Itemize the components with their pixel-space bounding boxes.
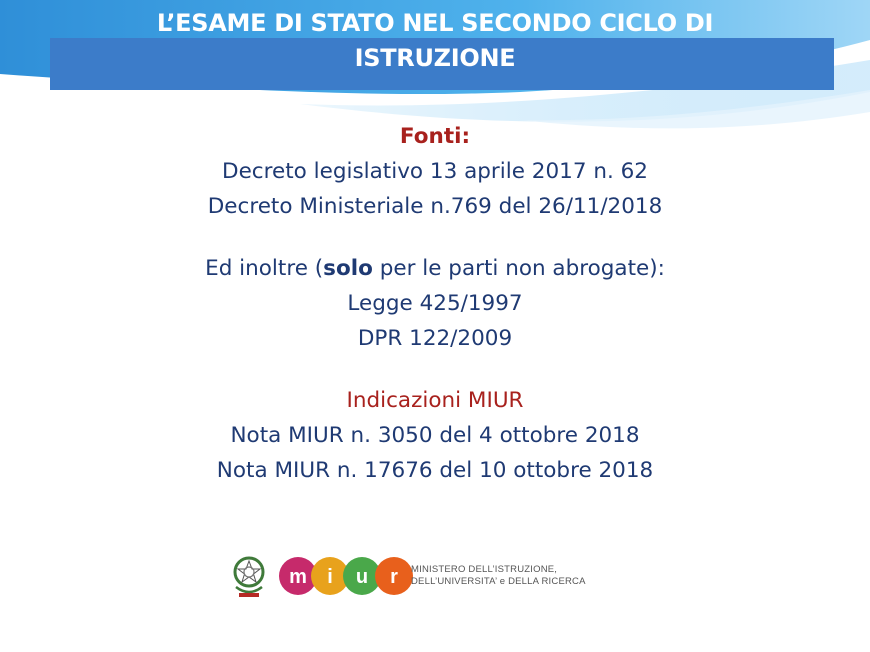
logo-letter-r: r [390, 566, 398, 588]
title-line-2: ISTRUZIONE [354, 44, 516, 72]
title-line-1: L’ESAME DI STATO NEL SECONDO CICLO DI [156, 9, 714, 37]
sources-heading: Fonti: [399, 124, 471, 149]
logo-letter-i: i [327, 566, 333, 588]
miur-note-item: Nota MIUR n. 17676 del 10 ottobre 2018 [216, 458, 654, 483]
additional-intro-prefix: Ed inoltre ( [205, 256, 324, 281]
additional-intro-suffix: per le parti non abrogate): [372, 256, 665, 281]
ministry-name-line-2: DELL’UNIVERSITA’ e DELLA RICERCA [411, 576, 586, 587]
additional-intro-bold: solo [323, 256, 373, 281]
source-item: Decreto Ministeriale n.769 del 26/11/2018 [207, 194, 663, 219]
additional-item: Legge 425/1997 [347, 291, 523, 316]
miur-note-item: Nota MIUR n. 3050 del 4 ottobre 2018 [230, 423, 640, 448]
ministry-name [411, 564, 586, 588]
logo-letter-u: u [355, 566, 369, 588]
logo-letter-m: m [289, 566, 307, 588]
page-title [0, 6, 870, 76]
miur-letters-logo [278, 556, 418, 596]
additional-intro [0, 251, 870, 286]
source-item: Decreto legislativo 13 aprile 2017 n. 62 [222, 159, 648, 184]
ministry-name-line-1: MINISTERO DELL’ISTRUZIONE, [411, 564, 558, 575]
slide-content [0, 119, 870, 488]
additional-item: DPR 122/2009 [357, 326, 513, 351]
miur-logo [230, 553, 650, 599]
miur-indications-heading: Indicazioni MIUR [346, 388, 524, 413]
italian-republic-emblem-icon [230, 553, 268, 599]
